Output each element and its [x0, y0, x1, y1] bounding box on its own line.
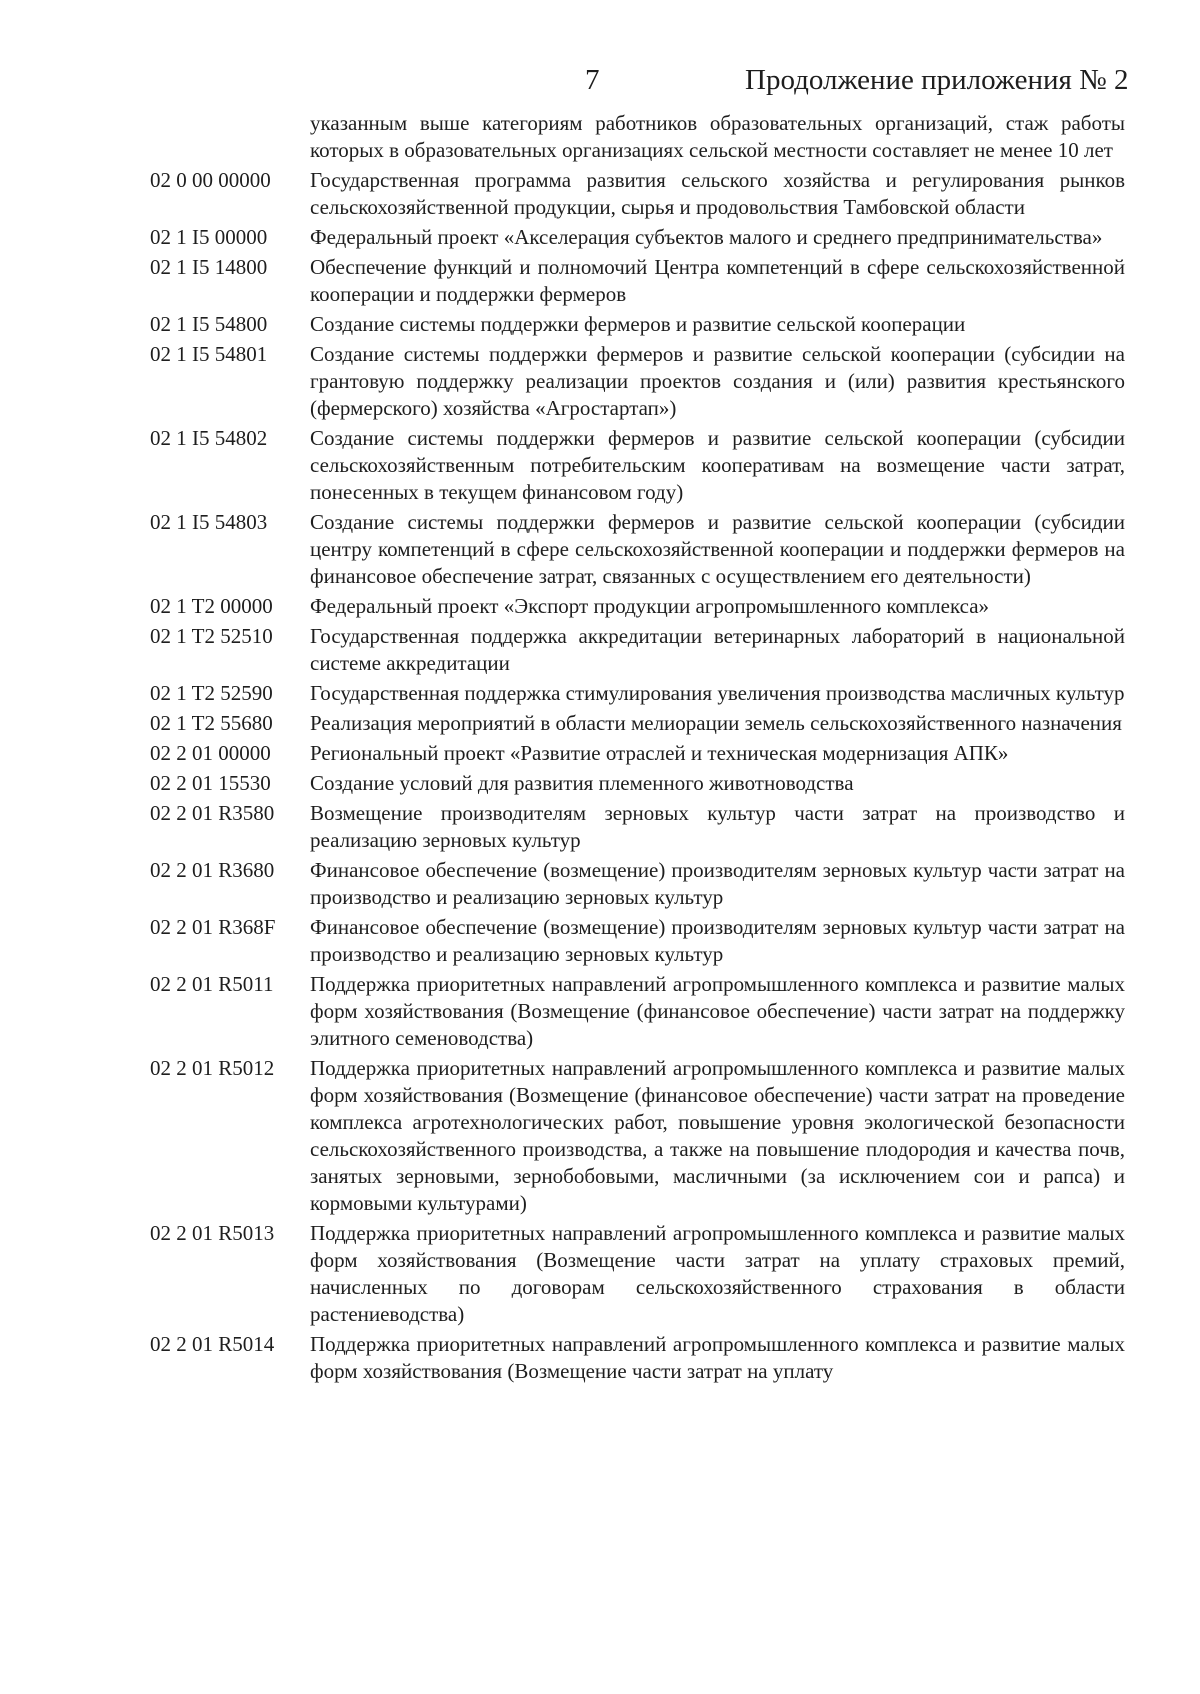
entry-description: Региональный проект «Развитие отраслей и техническая модернизация АПК»: [310, 741, 1009, 765]
list-entry: [150, 914, 1125, 968]
entry-description: Создание условий для развития племенного животноводства: [310, 771, 854, 795]
entry-code: 02 2 01 R3680: [150, 858, 275, 882]
entry-code: 02 2 01 R3580: [150, 801, 275, 825]
page-number: 7: [585, 64, 600, 96]
list-entry: [150, 740, 1125, 767]
entry-description: Создание системы поддержки фермеров и развитие сельской кооперации (субсидии центру компетенций в сфере сельскохозяйственной кооперации и поддержки фермеров на финансовое обеспечение затрат, связанных с осуществлением его деятельности): [310, 510, 1125, 588]
entry-code: 02 2 01 00000: [150, 741, 271, 765]
list-entry: [150, 770, 1125, 797]
list-entry: [150, 110, 1125, 164]
entry-description: Поддержка приоритетных направлений агропромышленного комплекса и развитие малых форм хозяйствования (Возмещение (финансовое обеспечение) части затрат на проведение комплекса агротехнологических работ, повышение уровня экологической безопасности сельскохозяйственного производства, а также на повышение плодородия и качества почв, занятых зерновыми, зернобобовыми, масличными (за исключением сои и рапса) и кормовыми культурами): [310, 1056, 1125, 1215]
entry-description: Создание системы поддержки фермеров и развитие сельской кооперации (субсидии сельскохозяйственным потребительским кооперативам на возмещение части затрат, понесенных в текущем финансовом году): [310, 426, 1125, 504]
list-entry: [150, 857, 1125, 911]
entry-description: Федеральный проект «Акселерация субъектов малого и среднего предпринимательства»: [310, 225, 1103, 249]
entry-code: 02 1 T2 55680: [150, 711, 273, 735]
list-entry: [150, 593, 1125, 620]
list-entry: [150, 800, 1125, 854]
entry-code: 02 2 01 15530: [150, 771, 271, 795]
entry-description: Обеспечение функций и полномочий Центра компетенций в сфере сельскохозяйственной кооперации и поддержки фермеров: [310, 255, 1125, 306]
entry-code: 02 1 T2 52590: [150, 681, 273, 705]
entry-description: Возмещение производителям зерновых культур части затрат на производство и реализацию зерновых культур: [310, 801, 1125, 852]
entry-description: Финансовое обеспечение (возмещение) производителям зерновых культур части затрат на производство и реализацию зерновых культур: [310, 858, 1125, 909]
list-entry: [150, 1331, 1125, 1385]
page-heading: Продолжение приложения № 2: [745, 64, 1129, 96]
entry-description: Поддержка приоритетных направлений агропромышленного комплекса и развитие малых форм хозяйствования (Возмещение части затрат на уплату страховых премий, начисленных по договорам сельскохозяйственного страхования в области растениеводства): [310, 1221, 1125, 1326]
entry-description: Государственная программа развития сельского хозяйства и регулирования рынков сельскохозяйственной продукции, сырья и продовольствия Тамбовской области: [310, 168, 1125, 219]
entry-code: 02 1 I5 54803: [150, 510, 268, 534]
list-entry: [150, 509, 1125, 590]
entry-code: 02 1 T2 00000: [150, 594, 273, 618]
entry-description: Финансовое обеспечение (возмещение) производителям зерновых культур части затрат на производство и реализацию зерновых культур: [310, 915, 1125, 966]
list-entry: [150, 224, 1125, 251]
entry-code: 02 1 I5 54800: [150, 312, 268, 336]
list-entry: [150, 254, 1125, 308]
budget-classification-list: [150, 110, 1125, 1388]
list-entry: [150, 425, 1125, 506]
list-entry: [150, 680, 1125, 707]
entry-description: Федеральный проект «Экспорт продукции агропромышленного комплекса»: [310, 594, 990, 618]
entry-code: 02 1 I5 14800: [150, 255, 268, 279]
entry-description: Государственная поддержка аккредитации ветеринарных лабораторий в национальной системе аккредитации: [310, 624, 1125, 675]
list-entry: [150, 623, 1125, 677]
entry-code: 02 1 I5 54801: [150, 342, 268, 366]
list-entry: [150, 311, 1125, 338]
entry-code: 02 2 01 R5013: [150, 1221, 275, 1245]
entry-code: 02 0 00 00000: [150, 168, 271, 192]
list-entry: [150, 710, 1125, 737]
entry-description: Поддержка приоритетных направлений агропромышленного комплекса и развитие малых форм хозяйствования (Возмещение (финансовое обеспечение) части затрат на поддержку элитного семеноводства): [310, 972, 1125, 1050]
entry-description: Реализация мероприятий в области мелиорации земель сельскохозяйственного назначения: [310, 711, 1122, 735]
list-entry: [150, 1220, 1125, 1328]
entry-description: указанным выше категориям работников образовательных организаций, стаж работы которых в образовательных организациях сельской местности составляет не менее 10 лет: [310, 111, 1125, 162]
entry-description: Создание системы поддержки фермеров и развитие сельской кооперации (субсидии на грантовую поддержку реализации проектов создания и (или) развития крестьянского (фермерского) хозяйства «Агростартап»): [310, 342, 1125, 420]
entry-description: Создание системы поддержки фермеров и развитие сельской кооперации: [310, 312, 966, 336]
entry-code: 02 2 01 R5014: [150, 1332, 275, 1356]
entry-code: 02 2 01 R5012: [150, 1056, 275, 1080]
entry-code: 02 1 T2 52510: [150, 624, 273, 648]
list-entry: [150, 167, 1125, 221]
entry-description: Поддержка приоритетных направлений агропромышленного комплекса и развитие малых форм хозяйствования (Возмещение части затрат на уплату: [310, 1332, 1125, 1383]
entry-description: Государственная поддержка стимулирования увеличения производства масличных культур: [310, 681, 1125, 705]
list-entry: [150, 341, 1125, 422]
list-entry: [150, 971, 1125, 1052]
list-entry: [150, 1055, 1125, 1217]
entry-code: 02 2 01 R5011: [150, 972, 274, 996]
entry-code: 02 1 I5 00000: [150, 225, 268, 249]
entry-code: 02 2 01 R368F: [150, 915, 276, 939]
entry-code: 02 1 I5 54802: [150, 426, 268, 450]
